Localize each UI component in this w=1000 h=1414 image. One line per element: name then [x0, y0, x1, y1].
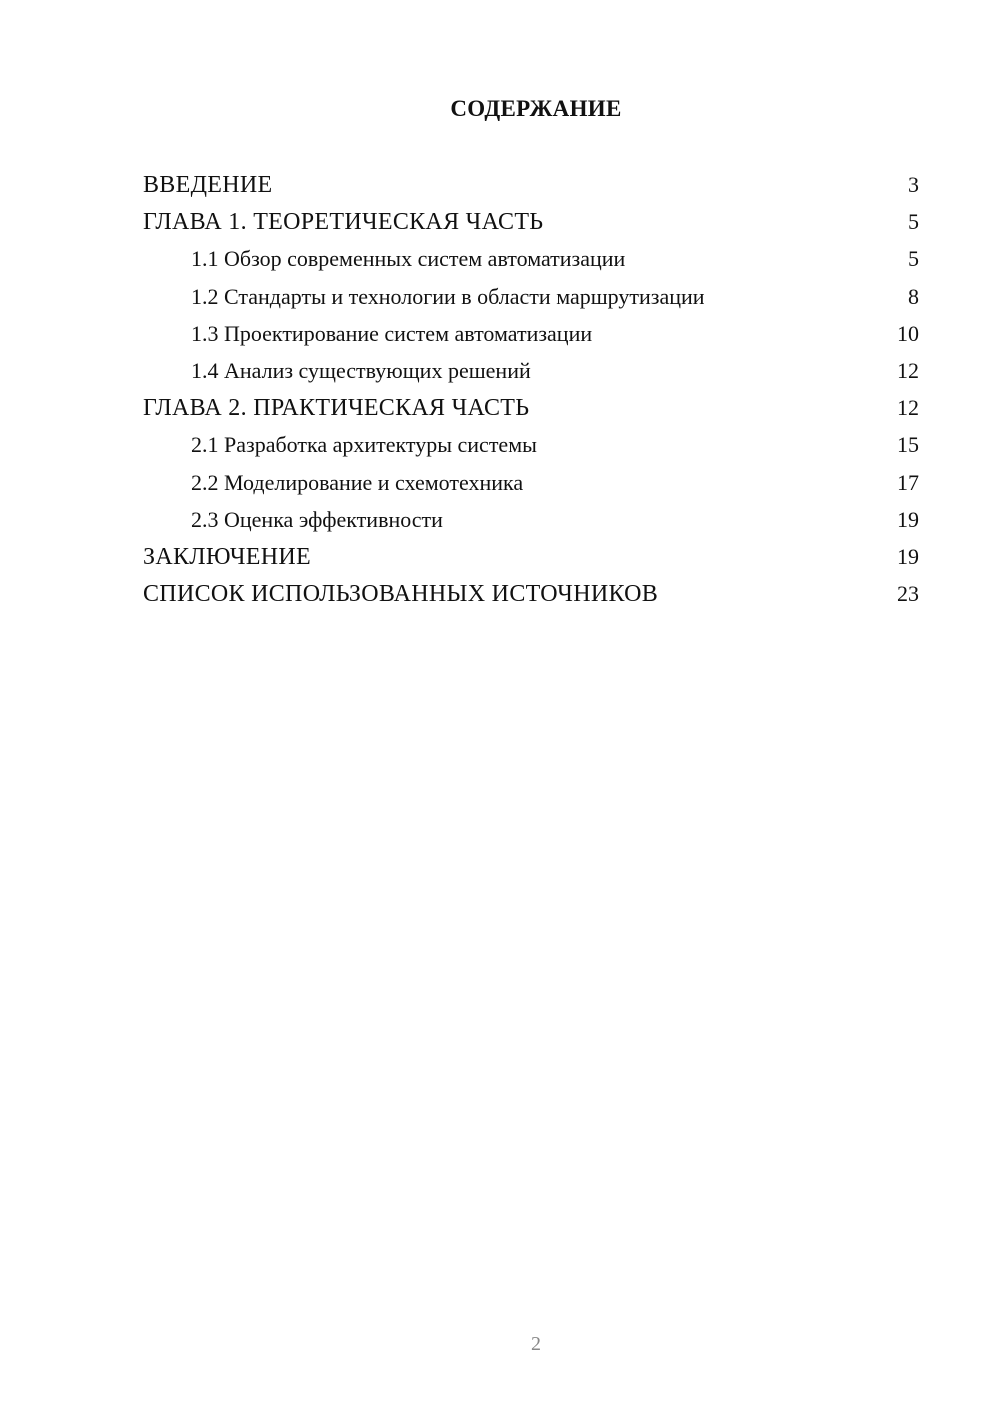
toc-entry-chapter-2[interactable] — [143, 389, 919, 426]
toc-entry-label: 2.1 Разработка архитектуры системы — [191, 432, 537, 458]
toc-entry-label: СПИСОК ИСПОЛЬЗОВАННЫХ ИСТОЧНИКОВ — [143, 581, 659, 608]
toc-entry-chapter-1[interactable] — [143, 203, 919, 240]
toc-entry-section-1-3[interactable] — [143, 315, 919, 352]
toc-entry-section-1-1[interactable] — [143, 240, 919, 277]
toc-entry-label: 2.3 Оценка эффективности — [191, 506, 443, 532]
toc-entry-references[interactable] — [143, 575, 919, 612]
toc-entry-page: 8 — [908, 283, 919, 309]
toc-entry-page: 19 — [897, 506, 919, 532]
toc-entry-introduction[interactable] — [143, 166, 919, 203]
toc-entry-section-2-3[interactable] — [143, 501, 919, 538]
toc-entry-label: ГЛАВА 1. ТЕОРЕТИЧЕСКАЯ ЧАСТЬ — [143, 209, 544, 236]
toc-entry-label: 1.2 Стандарты и технологии в области маршрутизации — [191, 283, 705, 309]
table-of-contents — [143, 166, 919, 612]
toc-entry-page: 3 — [908, 172, 919, 197]
page-number: 2 — [531, 1333, 541, 1355]
toc-entry-page: 10 — [897, 320, 919, 346]
toc-entry-label: 1.1 Обзор современных систем автоматизации — [191, 246, 626, 272]
toc-entry-page: 19 — [897, 543, 919, 569]
toc-title: СОДЕРЖАНИЕ — [450, 96, 622, 121]
toc-entry-page: 5 — [908, 246, 919, 272]
toc-entry-page: 23 — [897, 581, 919, 607]
toc-entry-section-2-1[interactable] — [143, 426, 919, 463]
toc-entry-section-1-2[interactable] — [143, 278, 919, 315]
toc-entry-page: 12 — [897, 395, 919, 421]
toc-entry-section-2-2[interactable] — [143, 464, 919, 501]
toc-entry-label: 2.2 Моделирование и схемотехника — [191, 469, 524, 495]
toc-entry-page: 5 — [908, 209, 919, 235]
toc-entry-label: ВВЕДЕНИЕ — [143, 172, 273, 198]
toc-entry-label: ГЛАВА 2. ПРАКТИЧЕСКАЯ ЧАСТЬ — [143, 395, 530, 422]
toc-entry-page: 15 — [897, 432, 919, 458]
toc-entry-page: 12 — [897, 357, 919, 383]
toc-entry-page: 17 — [897, 469, 919, 495]
toc-entry-label: 1.3 Проектирование систем автоматизации — [191, 320, 593, 346]
toc-entry-section-1-4[interactable] — [143, 352, 919, 389]
toc-entry-label: ЗАКЛЮЧЕНИЕ — [143, 543, 311, 570]
toc-entry-conclusion[interactable] — [143, 538, 919, 575]
toc-entry-label: 1.4 Анализ существующих решений — [191, 357, 531, 383]
